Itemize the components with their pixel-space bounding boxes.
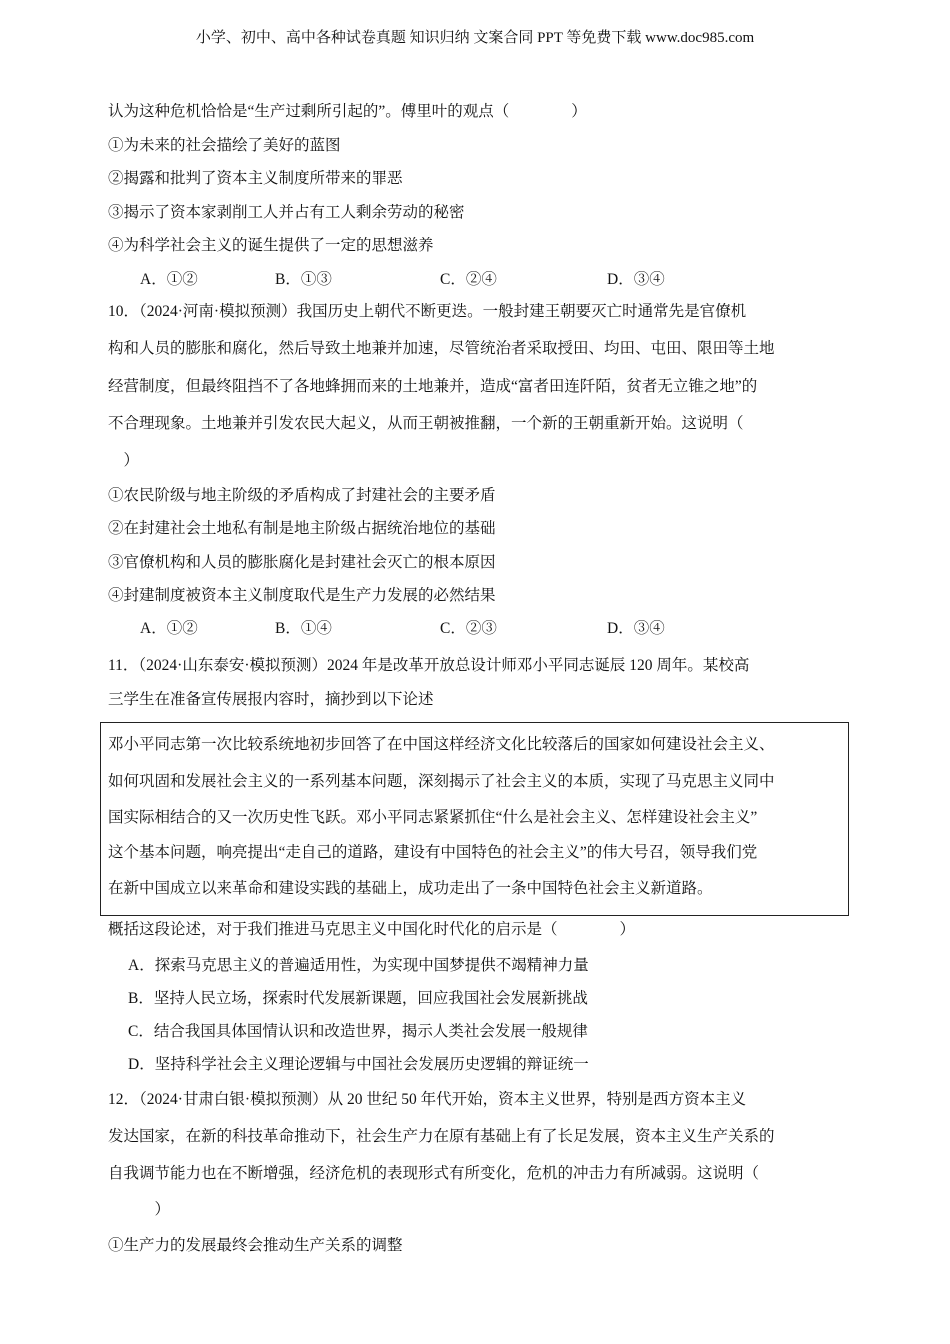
- q11-question: 概括这段论述，对于我们推进马克思主义中国化时代化的启示是（ ）: [108, 921, 636, 938]
- q9-option-d: D．③④: [607, 271, 665, 288]
- q10-stem-line: 10．（2024·河南·模拟预测）我国历史上朝代不断更迭。一般封建王朝要灭亡时通常先是官僚机: [108, 303, 747, 320]
- q10-stem-line: ）: [108, 452, 140, 469]
- q11-stem-line: 三学生在准备宣传展报内容时，摘抄到以下论述: [108, 691, 434, 708]
- q12-stem-line: ）: [108, 1201, 171, 1218]
- quote-line: 这个基本问题，响亮提出“走自己的道路，建设有中国特色的社会主义”的伟大号召，领导我们党: [108, 844, 758, 861]
- q10-stem-line: 不合理现象。土地兼并引发农民大起义，从而王朝被推翻，一个新的王朝重新开始。这说明（: [108, 415, 744, 432]
- q9-item: ②揭露和批判了资本主义制度所带来的罪恶: [108, 170, 403, 187]
- quote-line: 国实际相结合的又一次历史性飞跃。邓小平同志紧紧抓住“什么是社会主义、怎样建设社会主义”: [108, 809, 758, 826]
- q9-option-b: B．①③: [275, 271, 332, 288]
- quote-line: 邓小平同志第一次比较系统地初步回答了在中国这样经济文化比较落后的国家如何建设社会主义、: [108, 736, 775, 753]
- q11-option-c: C．结合我国具体国情认识和改造世界，揭示人类社会发展一般规律: [128, 1023, 588, 1040]
- q9-item: ①为未来的社会描绘了美好的蓝图: [108, 137, 341, 154]
- quote-line: 如何巩固和发展社会主义的一系列基本问题，深刻揭示了社会主义的本质，实现了马克思主义同中: [108, 773, 775, 790]
- q10-item: ④封建制度被资本主义制度取代是生产力发展的必然结果: [108, 587, 496, 604]
- q12-stem-line: 发达国家，在新的科技革命推动下，社会生产力在原有基础上有了长足发展，资本主义生产关系的: [108, 1128, 775, 1145]
- q9-option-c: C．②④: [440, 271, 497, 288]
- q12-item: ①生产力的发展最终会推动生产关系的调整: [108, 1237, 403, 1254]
- q10-option-a: A．①②: [140, 620, 198, 637]
- q10-stem-line: 构和人员的膨胀和腐化，然后导致土地兼并加速，尽管统治者采取授田、均田、屯田、限田等土地: [108, 340, 775, 357]
- q11-stem-line: 11．（2024·山东泰安·模拟预测）2024 年是改革开放总设计师邓小平同志诞辰 120 周年。某校高: [108, 657, 750, 674]
- quote-line: 在新中国成立以来革命和建设实践的基础上，成功走出了一条中国特色社会主义新道路。: [108, 880, 713, 897]
- q10-option-c: C．②③: [440, 620, 497, 637]
- q10-item: ②在封建社会土地私有制是地主阶级占据统治地位的基础: [108, 520, 496, 537]
- q9-item: ③揭示了资本家剥削工人并占有工人剩余劳动的秘密: [108, 204, 465, 221]
- q11-option-d: D．坚持科学社会主义理论逻辑与中国社会发展历史逻辑的辩证统一: [128, 1056, 589, 1073]
- q12-stem-line: 12．（2024·甘肃白银·模拟预测）从 20 世纪 50 年代开始，资本主义世界，特别是西方资本主义: [108, 1091, 747, 1108]
- q11-option-b: B．坚持人民立场，探索时代发展新课题，回应我国社会发展新挑战: [128, 990, 588, 1007]
- q10-option-b: B．①④: [275, 620, 332, 637]
- q10-stem-line: 经营制度，但最终阻挡不了各地蜂拥而来的土地兼并，造成“富者田连阡陌，贫者无立锥之地”的: [108, 378, 758, 395]
- q10-item: ①农民阶级与地主阶级的矛盾构成了封建社会的主要矛盾: [108, 487, 496, 504]
- q10-option-d: D．③④: [607, 620, 665, 637]
- q10-item: ③官僚机构和人员的膨胀腐化是封建社会灭亡的根本原因: [108, 554, 496, 571]
- q11-option-a: A．探索马克思主义的普遍适用性，为实现中国梦提供不竭精神力量: [128, 957, 589, 974]
- q9-item: ④为科学社会主义的诞生提供了一定的思想滋养: [108, 237, 434, 254]
- page-header: 小学、初中、高中各种试卷真题 知识归纳 文案合同 PPT 等免费下载 www.doc985.com: [195, 30, 755, 46]
- q12-stem-line: 自我调节能力也在不断增强，经济危机的表现形式有所变化，危机的冲击力有所减弱。这说明（: [108, 1165, 760, 1182]
- q9-option-a: A．①②: [140, 271, 198, 288]
- q9-stem: 认为这种危机恰恰是“生产过剩所引起的”。傅里叶的观点（ ）: [108, 103, 587, 120]
